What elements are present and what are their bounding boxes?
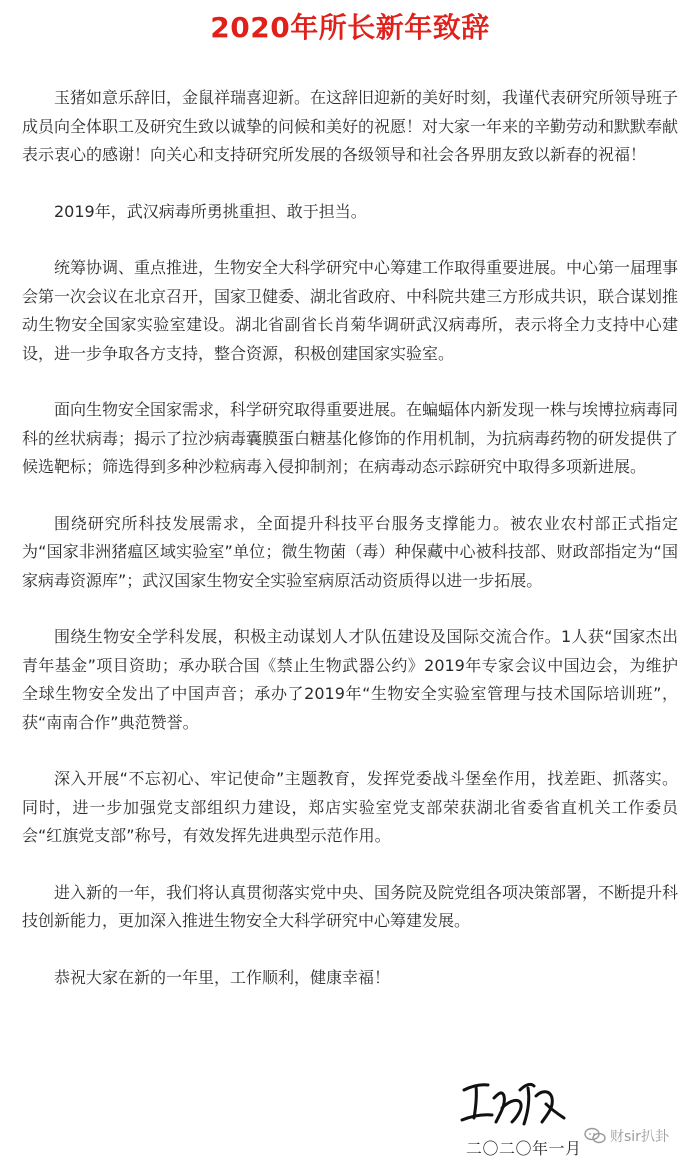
signature-block (440, 1060, 640, 1170)
paragraph-6: 围绕生物安全学科发展，积极主动谋划人才队伍建设及国际交流合作。1人获“国家杰出青年基金”项目资助；承办联合国《禁止生物武器公约》2019年专家会议中国边会，为维护全球生物安全发出了中国声音；承办了2019年“生物安全实验室管理与技术国际培训班”，获“南南合作”典范赞誉。 (22, 627, 678, 732)
letter-body (22, 84, 678, 1020)
watermark (584, 1126, 669, 1146)
paragraph-3: 统筹协调、重点推进，生物安全大科学研究中心筹建工作取得重要进展。中心第一届理事会第一次会议在北京召开，国家卫健委、湖北省政府、中科院共建三方形成共识，联合谋划推动生物安全国家实验室建设。湖北省副省长肖菊华调研武汉病毒所，表示将全力支持中心建设，进一步争取各方支持，整合资源，积极创建国家实验室。 (22, 258, 679, 363)
watermark-text: 财sir扒卦 (610, 1129, 669, 1145)
letter-page (0, 8, 700, 1170)
paragraph-2: 2019年，武汉病毒所勇挑重担、敢于担当。 (54, 201, 367, 221)
paragraph-8: 进入新的一年，我们将认真贯彻落实党中央、国务院及院党组各项决策部署，不断提升科技创新能力，更加深入推进生物安全大科学研究中心筹建发展。 (22, 882, 679, 930)
paragraph-9: 恭祝大家在新的一年里，工作顺利，健康幸福！ (54, 967, 391, 987)
paragraph-7: 深入开展“不忘初心、牢记使命”主题教育，发挥党委战斗堡垒作用，找差距、抓落实。同时，进一步加强党支部组织力建设，郑店实验室党支部荣获湖北省委省直机关工作委员会“红旗党支部”称号，有效发挥先进典型示范作用。 (22, 769, 678, 845)
chat-bubble-icon (584, 1127, 606, 1145)
handwritten-signature (458, 1068, 568, 1130)
paragraph-4: 面向生物安全国家需求，科学研究取得重要进展。在蝙蝠体内新发现一株与埃博拉病毒同科的丝状病毒；揭示了拉沙病毒囊膜蛋白糖基化修饰的作用机制，为抗病毒药物的研发提供了候选靶标；筛选得到多种沙粒病毒入侵抑制剂；在病毒动态示踪研究中取得多项新进展。 (22, 400, 679, 476)
paragraph-1: 玉猪如意乐辞旧，金鼠祥瑞喜迎新。在这辞旧迎新的美好时刻，我谨代表研究所领导班子成员向全体职工及研究生致以诚挚的问候和美好的祝愿！对大家一年来的辛勤劳动和默默奉献表示衷心的感谢！向关心和支持研究所发展的各级领导和社会各界朋友致以新春的祝福！ (22, 88, 679, 164)
letter-date: 二〇二〇年一月 (466, 1139, 582, 1158)
paragraph-5: 围绕研究所科技发展需求，全面提升科技平台服务支撑能力。被农业农村部正式指定为“国家非洲猪瘟区域实验室”单位；微生物菌（毒）种保藏中心被科技部、财政部指定为“国家病毒资源库”；武汉国家生物安全实验室病原活动资质得以进一步拓展。 (22, 513, 678, 590)
page-title: 2020年所长新年致辞 (210, 11, 490, 44)
